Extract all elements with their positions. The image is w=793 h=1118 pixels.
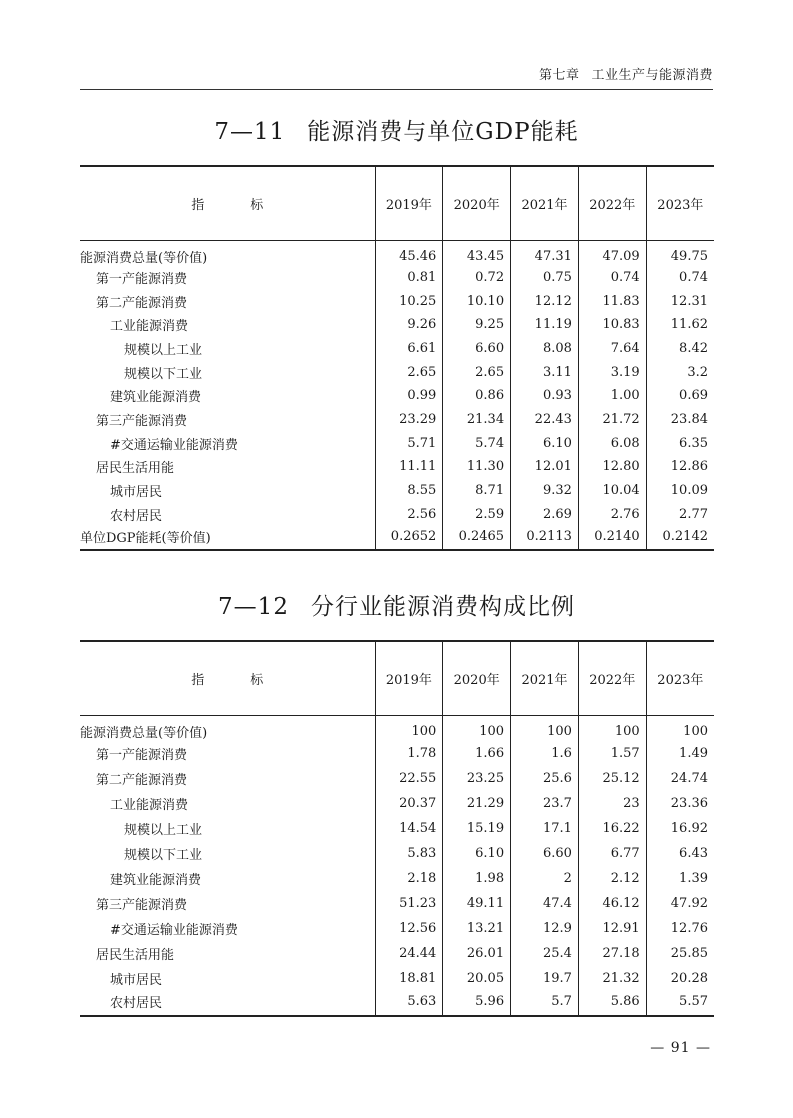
cell-value: 21.29 bbox=[443, 791, 511, 816]
cell-value: 5.96 bbox=[443, 991, 511, 1016]
header-year: 2020年 bbox=[443, 166, 511, 240]
cell-value: 11.11 bbox=[375, 455, 443, 479]
table-row bbox=[80, 526, 714, 550]
cell-value: 2.77 bbox=[646, 502, 714, 526]
cell-value: 2.65 bbox=[443, 360, 511, 384]
row-label: 第一产能源消费 bbox=[96, 271, 188, 287]
row-label: 第二产能源消费 bbox=[96, 772, 188, 788]
row-label: 建筑业能源消费 bbox=[110, 390, 202, 406]
cell-value: 43.45 bbox=[443, 240, 511, 266]
cell-value: 49.75 bbox=[646, 240, 714, 266]
cell-value: 1.39 bbox=[646, 866, 714, 891]
row-label: 城市居民 bbox=[110, 972, 163, 988]
row-label: 农村居民 bbox=[80, 991, 375, 1016]
row-label: 居民生活用能 bbox=[96, 947, 175, 963]
cell-value: 25.4 bbox=[511, 941, 579, 966]
row-label: 能源消费总量(等价值) bbox=[80, 250, 208, 266]
header-year: 2020年 bbox=[443, 641, 511, 715]
cell-value: 0.2113 bbox=[511, 526, 579, 550]
cell-value: 23 bbox=[578, 791, 646, 816]
header-year: 2022年 bbox=[578, 166, 646, 240]
row-label: 规模以上工业 bbox=[124, 342, 203, 358]
table-row bbox=[80, 360, 714, 384]
chapter-number: 第七章 bbox=[538, 68, 580, 83]
cell-value: 5.83 bbox=[375, 841, 443, 866]
cell-value: 47.4 bbox=[511, 891, 579, 916]
table-row bbox=[80, 479, 714, 503]
cell-value: 21.32 bbox=[578, 966, 646, 991]
table-row bbox=[80, 266, 714, 290]
row-label: 第一产能源消费 bbox=[96, 747, 188, 763]
cell-value: 47.31 bbox=[511, 240, 579, 266]
cell-value: 16.22 bbox=[578, 816, 646, 841]
cell-value: 21.34 bbox=[443, 408, 511, 432]
cell-value: 6.60 bbox=[511, 841, 579, 866]
row-label: #交通运输业能源消费 bbox=[110, 437, 238, 453]
cell-value: 20.05 bbox=[443, 966, 511, 991]
cell-value: 5.63 bbox=[375, 991, 443, 1016]
cell-value: 22.43 bbox=[511, 408, 579, 432]
header-year: 2023年 bbox=[646, 641, 714, 715]
cell-value: 11.30 bbox=[443, 455, 511, 479]
cell-value: 6.10 bbox=[511, 431, 579, 455]
cell-value: 0.74 bbox=[578, 266, 646, 290]
cell-value: 8.42 bbox=[646, 337, 714, 361]
header-year: 2022年 bbox=[578, 641, 646, 715]
cell-value: 2.65 bbox=[375, 360, 443, 384]
cell-value: 5.71 bbox=[375, 431, 443, 455]
cell-value: 47.09 bbox=[578, 240, 646, 266]
row-label: 规模以上工业 bbox=[124, 822, 203, 838]
cell-value: 2.56 bbox=[375, 502, 443, 526]
cell-value: 6.61 bbox=[375, 337, 443, 361]
cell-value: 6.10 bbox=[443, 841, 511, 866]
cell-value: 12.86 bbox=[646, 455, 714, 479]
cell-value: 100 bbox=[511, 715, 579, 741]
cell-value: 27.18 bbox=[578, 941, 646, 966]
running-head bbox=[80, 64, 713, 90]
cell-value: 8.71 bbox=[443, 479, 511, 503]
cell-value: 1.6 bbox=[511, 741, 579, 766]
row-label: 工业能源消费 bbox=[110, 319, 189, 335]
row-label: 单位DGP能耗(等价值) bbox=[80, 526, 375, 550]
cell-value: 3.11 bbox=[511, 360, 579, 384]
cell-value: 24.74 bbox=[646, 766, 714, 791]
cell-value: 20.28 bbox=[646, 966, 714, 991]
cell-value: 7.64 bbox=[578, 337, 646, 361]
table-row bbox=[80, 991, 714, 1016]
cell-value: 10.10 bbox=[443, 289, 511, 313]
cell-value: 13.21 bbox=[443, 916, 511, 941]
cell-value: 15.19 bbox=[443, 816, 511, 841]
cell-value: 6.08 bbox=[578, 431, 646, 455]
table-title-text: 能源消费与单位GDP能耗 bbox=[307, 119, 579, 145]
row-label: 第三产能源消费 bbox=[96, 897, 188, 913]
cell-value: 0.2465 bbox=[443, 526, 511, 550]
cell-value: 45.46 bbox=[375, 240, 443, 266]
cell-value: 17.1 bbox=[511, 816, 579, 841]
cell-value: 1.00 bbox=[578, 384, 646, 408]
cell-value: 0.99 bbox=[375, 384, 443, 408]
cell-value: 100 bbox=[375, 715, 443, 741]
table-row bbox=[80, 431, 714, 455]
cell-value: 23.36 bbox=[646, 791, 714, 816]
cell-value: 0.75 bbox=[511, 266, 579, 290]
table-7-12-title bbox=[80, 588, 713, 621]
cell-value: 23.25 bbox=[443, 766, 511, 791]
cell-value: 6.35 bbox=[646, 431, 714, 455]
row-label: 建筑业能源消费 bbox=[110, 872, 202, 888]
table-7-11-title bbox=[80, 113, 713, 146]
header-row bbox=[80, 166, 714, 240]
cell-value: 11.83 bbox=[578, 289, 646, 313]
cell-value: 10.09 bbox=[646, 479, 714, 503]
table-row bbox=[80, 502, 714, 526]
cell-value: 2.18 bbox=[375, 866, 443, 891]
cell-value: 20.37 bbox=[375, 791, 443, 816]
cell-value: 12.80 bbox=[578, 455, 646, 479]
header-year: 2021年 bbox=[511, 641, 579, 715]
table-row bbox=[80, 766, 714, 791]
header-indicator: 指标 bbox=[80, 166, 375, 240]
table-row bbox=[80, 384, 714, 408]
row-label: #交通运输业能源消费 bbox=[110, 922, 238, 938]
cell-value: 2.59 bbox=[443, 502, 511, 526]
table-row bbox=[80, 337, 714, 361]
cell-value: 12.01 bbox=[511, 455, 579, 479]
cell-value: 9.25 bbox=[443, 313, 511, 337]
cell-value: 9.26 bbox=[375, 313, 443, 337]
cell-value: 5.74 bbox=[443, 431, 511, 455]
cell-value: 100 bbox=[578, 715, 646, 741]
cell-value: 19.7 bbox=[511, 966, 579, 991]
cell-value: 1.57 bbox=[578, 741, 646, 766]
cell-value: 11.19 bbox=[511, 313, 579, 337]
row-label: 规模以下工业 bbox=[124, 366, 203, 382]
cell-value: 1.78 bbox=[375, 741, 443, 766]
cell-value: 25.85 bbox=[646, 941, 714, 966]
table-row bbox=[80, 941, 714, 966]
cell-value: 25.12 bbox=[578, 766, 646, 791]
cell-value: 8.08 bbox=[511, 337, 579, 361]
cell-value: 0.93 bbox=[511, 384, 579, 408]
cell-value: 0.2140 bbox=[578, 526, 646, 550]
cell-value: 0.69 bbox=[646, 384, 714, 408]
cell-value: 23.84 bbox=[646, 408, 714, 432]
cell-value: 12.12 bbox=[511, 289, 579, 313]
row-label: 工业能源消费 bbox=[110, 797, 189, 813]
header-year: 2019年 bbox=[375, 641, 443, 715]
cell-value: 2.76 bbox=[578, 502, 646, 526]
table-row bbox=[80, 289, 714, 313]
cell-value: 9.32 bbox=[511, 479, 579, 503]
cell-value: 51.23 bbox=[375, 891, 443, 916]
cell-value: 25.6 bbox=[511, 766, 579, 791]
row-label: 城市居民 bbox=[110, 485, 163, 501]
cell-value: 47.92 bbox=[646, 891, 714, 916]
cell-value: 5.7 bbox=[511, 991, 579, 1016]
cell-value: 12.9 bbox=[511, 916, 579, 941]
table-row bbox=[80, 455, 714, 479]
cell-value: 12.91 bbox=[578, 916, 646, 941]
cell-value: 0.72 bbox=[443, 266, 511, 290]
cell-value: 0.2142 bbox=[646, 526, 714, 550]
table-row bbox=[80, 791, 714, 816]
table-title-text: 分行业能源消费构成比例 bbox=[310, 594, 575, 620]
table-row bbox=[80, 408, 714, 432]
table-row bbox=[80, 816, 714, 841]
cell-value: 1.98 bbox=[443, 866, 511, 891]
row-label: 农村居民 bbox=[110, 508, 163, 524]
cell-value: 1.49 bbox=[646, 741, 714, 766]
chapter-title: 工业生产与能源消费 bbox=[591, 68, 713, 83]
cell-value: 10.83 bbox=[578, 313, 646, 337]
cell-value: 12.76 bbox=[646, 916, 714, 941]
table-row bbox=[80, 240, 714, 266]
cell-value: 5.86 bbox=[578, 991, 646, 1016]
cell-value: 0.2652 bbox=[375, 526, 443, 550]
cell-value: 23.29 bbox=[375, 408, 443, 432]
cell-value: 100 bbox=[443, 715, 511, 741]
cell-value: 12.56 bbox=[375, 916, 443, 941]
header-year: 2023年 bbox=[646, 166, 714, 240]
table-row bbox=[80, 966, 714, 991]
cell-value: 10.04 bbox=[578, 479, 646, 503]
table-row bbox=[80, 866, 714, 891]
cell-value: 100 bbox=[646, 715, 714, 741]
cell-value: 0.74 bbox=[646, 266, 714, 290]
table-row bbox=[80, 891, 714, 916]
table-row bbox=[80, 313, 714, 337]
cell-value: 6.77 bbox=[578, 841, 646, 866]
cell-value: 11.62 bbox=[646, 313, 714, 337]
cell-value: 22.55 bbox=[375, 766, 443, 791]
cell-value: 10.25 bbox=[375, 289, 443, 313]
table-row bbox=[80, 916, 714, 941]
cell-value: 6.43 bbox=[646, 841, 714, 866]
cell-value: 23.7 bbox=[511, 791, 579, 816]
table-row bbox=[80, 741, 714, 766]
cell-value: 21.72 bbox=[578, 408, 646, 432]
header-row bbox=[80, 641, 714, 715]
header-year: 2019年 bbox=[375, 166, 443, 240]
cell-value: 12.31 bbox=[646, 289, 714, 313]
cell-value: 49.11 bbox=[443, 891, 511, 916]
cell-value: 26.01 bbox=[443, 941, 511, 966]
cell-value: 0.81 bbox=[375, 266, 443, 290]
table-number: 7—12 bbox=[218, 594, 289, 620]
header-indicator: 指标 bbox=[80, 641, 375, 715]
table-number: 7—11 bbox=[214, 119, 286, 145]
cell-value: 2.69 bbox=[511, 502, 579, 526]
row-label: 能源消费总量(等价值) bbox=[80, 725, 208, 741]
row-label: 第三产能源消费 bbox=[96, 413, 188, 429]
cell-value: 3.2 bbox=[646, 360, 714, 384]
cell-value: 0.86 bbox=[443, 384, 511, 408]
cell-value: 1.66 bbox=[443, 741, 511, 766]
cell-value: 2 bbox=[511, 866, 579, 891]
header-year: 2021年 bbox=[511, 166, 579, 240]
row-label: 居民生活用能 bbox=[96, 461, 175, 477]
row-label: 第二产能源消费 bbox=[96, 295, 188, 311]
energy-consumption-table bbox=[80, 165, 714, 551]
cell-value: 16.92 bbox=[646, 816, 714, 841]
table-row bbox=[80, 841, 714, 866]
energy-structure-table bbox=[80, 640, 714, 1017]
cell-value: 6.60 bbox=[443, 337, 511, 361]
cell-value: 2.12 bbox=[578, 866, 646, 891]
page-number: — 91 — bbox=[650, 1040, 711, 1056]
cell-value: 14.54 bbox=[375, 816, 443, 841]
row-label: 规模以下工业 bbox=[124, 847, 203, 863]
cell-value: 5.57 bbox=[646, 991, 714, 1016]
cell-value: 24.44 bbox=[375, 941, 443, 966]
cell-value: 18.81 bbox=[375, 966, 443, 991]
cell-value: 8.55 bbox=[375, 479, 443, 503]
table-row bbox=[80, 715, 714, 741]
cell-value: 3.19 bbox=[578, 360, 646, 384]
cell-value: 46.12 bbox=[578, 891, 646, 916]
